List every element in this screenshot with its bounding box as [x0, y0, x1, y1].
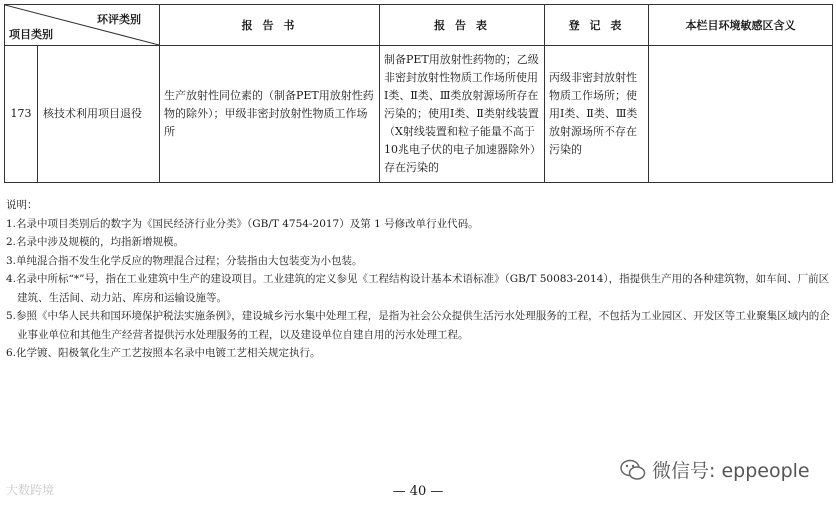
- header-sensitive-area: 本栏目环境敏感区含义: [649, 5, 833, 46]
- header-report-form: 报 告 表: [380, 5, 545, 46]
- note-item: 2.名录中涉及规模的，均指新增规模。: [6, 236, 185, 248]
- row-report-book: 生产放射性同位素的（制备PET用放射性药物的除外）；甲级非密封放射性物质工作场所: [160, 46, 380, 183]
- notes-section: [6, 196, 832, 363]
- note-item: 3.单纯混合指不发生化学反应的物理混合过程；分装指由大包装变为小包装。: [6, 254, 363, 267]
- note-item: 5.参照《中华人民共和国环境保护税法实施条例》，建设城乡污水集中处理工程，是指为社会公众提供生活污水处理服务的工程，不包括为工业园区、开发区等工业聚集区域内的企业事业单位和其他生产经营者提供污水处理服务的工程，以及建设单位自建自用的污水处理工程。: [6, 310, 830, 341]
- header-corner-cell: [5, 5, 160, 46]
- directory-table: [4, 4, 833, 183]
- row-sensitive-area: [649, 46, 833, 183]
- table-header-row: [5, 5, 833, 46]
- row-number: 173: [5, 46, 38, 183]
- header-corner-top: 环评类别: [97, 13, 141, 26]
- wechat-id-text: 微信号: eppeople: [652, 460, 810, 482]
- note-item: 1.名录中项目类别后的数字为《国民经济行业分类》（GB/T 4754-2017）及第 1 号修改单行业代码。: [6, 217, 479, 230]
- wechat-icon: [620, 459, 646, 481]
- note-item: 6.化学镀、阳极氧化生产工艺按照本名录中电镀工艺相关规定执行。: [6, 347, 321, 359]
- header-report-book: 报 告 书: [160, 5, 380, 46]
- row-register-form: 丙级非密封放射性物质工作场所；使用Ⅰ类、Ⅱ类、Ⅲ类放射源场所不存在污染的: [545, 46, 649, 183]
- page-number: — 40 —: [392, 484, 444, 499]
- header-register-form: 登 记 表: [545, 5, 649, 46]
- wechat-watermark: [620, 456, 810, 483]
- source-watermark: 大数跨境: [6, 483, 55, 497]
- row-project-name: 核技术利用项目退役: [38, 46, 160, 183]
- table-row: [5, 46, 833, 183]
- header-corner-bottom: 项目类别: [9, 28, 53, 41]
- row-report-form: 制备PET用放射性药物的；乙级非密封放射性物质工作场所使用Ⅰ类、Ⅱ类、Ⅲ类放射源场所存在污染的；使用Ⅰ类、Ⅱ类射线装置（X射线装置和粒子能量不高于10兆电子伏的电子加速器除外）存在污染的: [380, 46, 545, 183]
- notes-title: 说明：: [6, 199, 38, 211]
- note-item: 4.名录中所标“*”号，指在工业建筑中生产的建设项目。工业建筑的定义参见《工程结构设计基本术语标准》（GB/T 50083-2014），指提供生产用的各种建筑物，如车间、厂前区建筑、生活间、动力站、库房和运输设施等。: [6, 273, 830, 304]
